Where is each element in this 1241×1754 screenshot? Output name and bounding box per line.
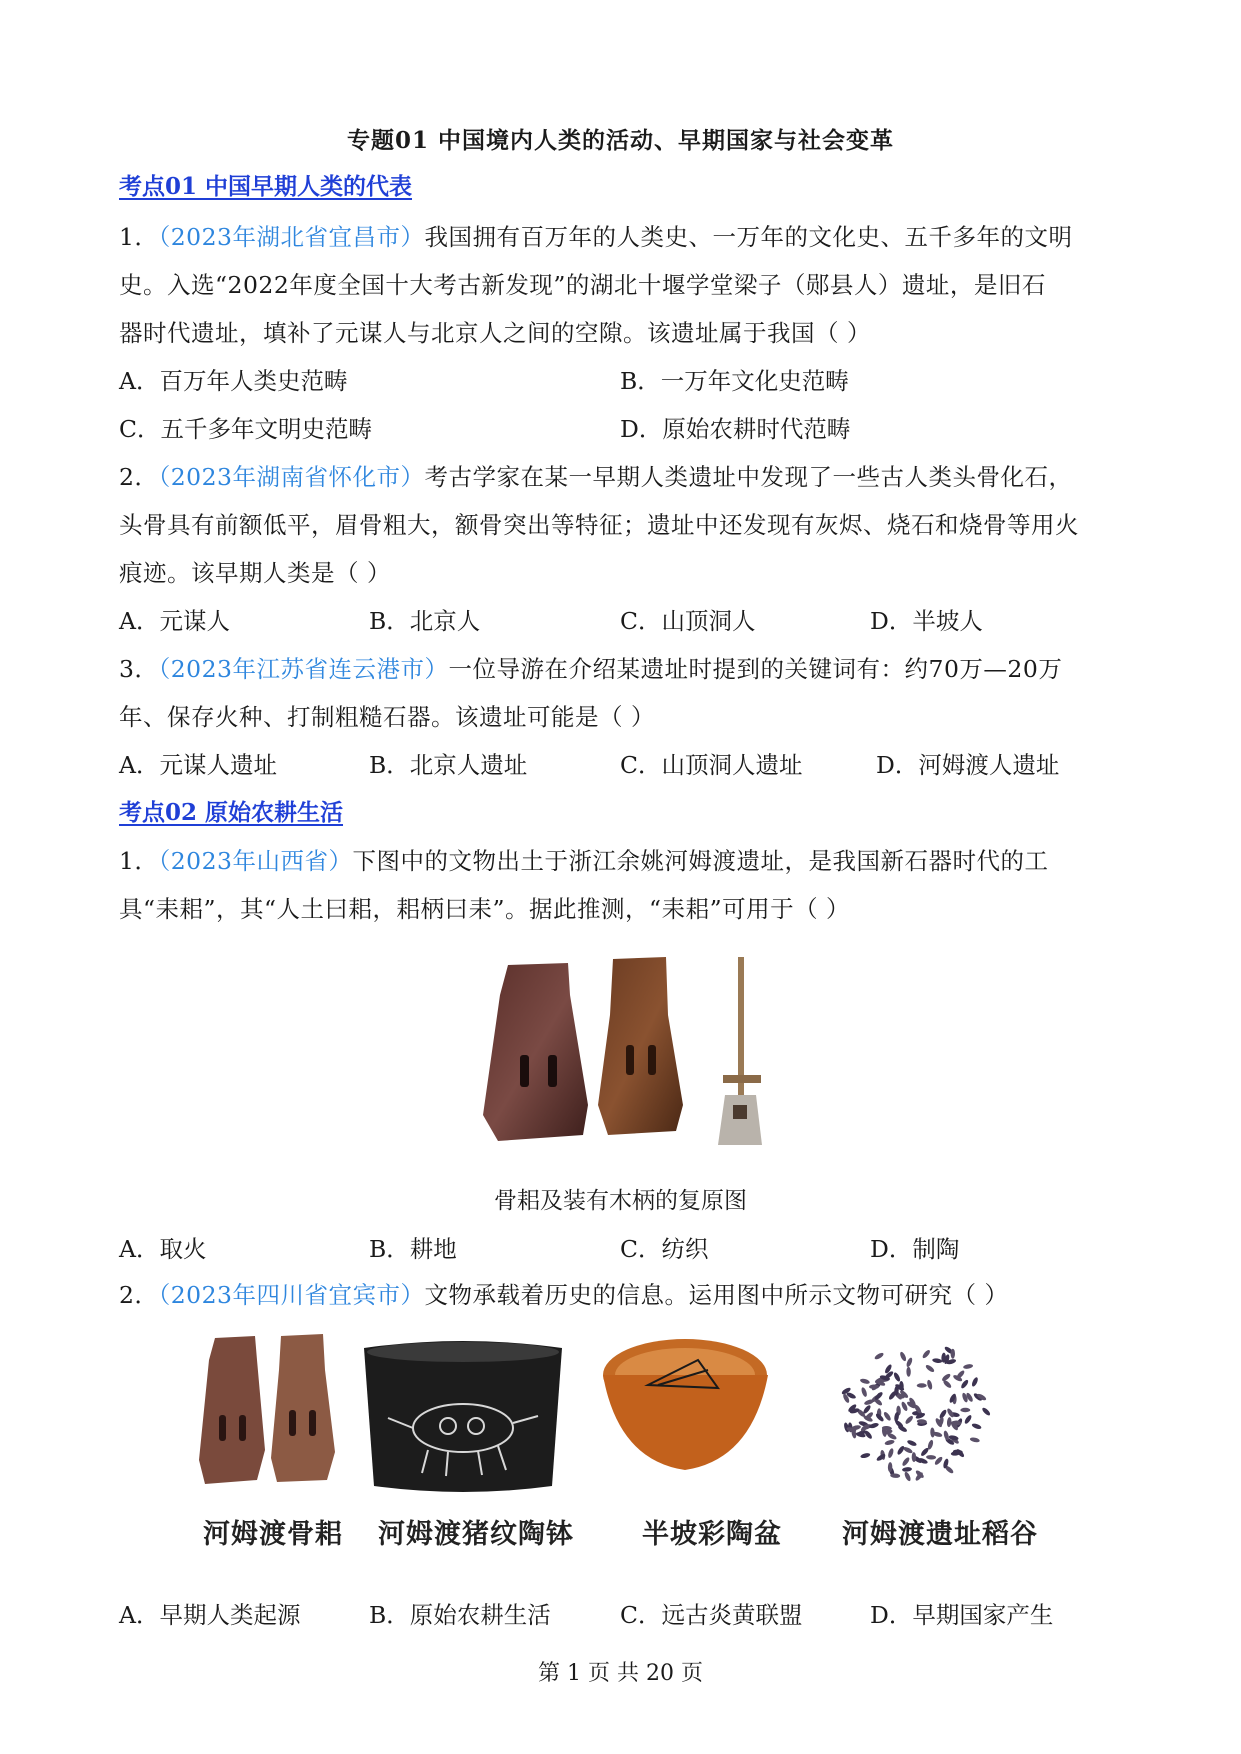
image-label-rice-grains: 河姆渡遗址稻谷 — [842, 1519, 1038, 1550]
option-a: A．元谋人遗址 — [119, 751, 277, 779]
rice-grain — [926, 1455, 936, 1460]
rice-grain — [860, 1387, 868, 1398]
option-c: C．山顶洞人 — [620, 607, 756, 635]
question-number: 2． — [119, 463, 159, 491]
question-number: 1． — [119, 847, 159, 875]
rice-grain — [971, 1376, 979, 1387]
rice-grain — [905, 1357, 913, 1368]
rice-grain — [896, 1445, 905, 1456]
option-d: D．河姆渡人遗址 — [876, 751, 1060, 779]
option-c: C．五千多年文明史范畴 — [119, 415, 372, 443]
page-footer: 第 1 页 共 20 页 — [538, 1661, 703, 1686]
rice-grain — [926, 1379, 933, 1390]
option-d: D．制陶 — [870, 1235, 960, 1263]
option-b: B．一万年文化史范畴 — [620, 367, 849, 395]
page-title: 专题01 中国境内人类的活动、早期国家与社会变革 — [346, 127, 894, 154]
question-1-1-line-3: 器时代遗址，填补了元谋人与北京人之间的空隙。该遗址属于我国（ ） — [119, 319, 871, 347]
question-source: （2023年江苏省连云港市） — [158, 655, 449, 683]
rice-grain — [921, 1349, 931, 1359]
option-a: A．取火 — [119, 1235, 207, 1263]
rice-grain — [963, 1363, 974, 1369]
rice-grain — [925, 1364, 936, 1374]
question-number: 3． — [119, 655, 159, 683]
question-1-2-line-1 — [119, 458, 1073, 492]
rice-grain — [899, 1351, 907, 1362]
rice-grain — [887, 1448, 894, 1459]
question-number: 2． — [119, 1281, 159, 1309]
option-b: B．原始农耕生活 — [369, 1601, 551, 1629]
image-label-painted-pottery: 半坡彩陶盆 — [642, 1519, 782, 1550]
option-d: D．原始农耕时代范畴 — [620, 415, 851, 443]
rice-grain — [903, 1446, 914, 1455]
rice-grain — [906, 1439, 917, 1447]
option-c: C．纺织 — [620, 1235, 709, 1263]
option-b: B．北京人遗址 — [369, 751, 528, 779]
section-heading-2[interactable]: 考点02 原始农耕生活 — [119, 799, 344, 826]
question-2-2-line-1 — [119, 1276, 1009, 1310]
rice-grain — [859, 1378, 870, 1385]
hemudu-pig-pottery-image — [358, 1338, 568, 1498]
section-heading-1[interactable]: 考点01 中国早期人类的代表 — [119, 173, 413, 200]
option-c: C．远古炎黄联盟 — [620, 1601, 803, 1629]
question-text: 下图中的文物出土于浙江余姚河姆渡遗址，是我国新石器时代的工 — [352, 847, 1049, 875]
question-number: 1． — [119, 223, 159, 251]
question-2-1-line-1 — [119, 842, 1049, 876]
question-source: （2023年四川省宜宾市） — [158, 1281, 425, 1309]
question-1-2-line-3: 痕迹。该早期人类是（ ） — [119, 559, 391, 587]
rice-grain — [901, 1456, 911, 1467]
question-source: （2023年湖北省宜昌市） — [158, 223, 425, 251]
rice-grain — [947, 1417, 952, 1427]
rice-grain — [868, 1422, 879, 1429]
rice-grain — [906, 1367, 911, 1377]
option-b: B．北京人 — [369, 607, 481, 635]
rice-grain — [893, 1372, 902, 1383]
question-text: 考古学家在某一早期人类遗址中发现了一些古人类头骨化石， — [424, 463, 1073, 491]
rice-grain — [932, 1358, 943, 1364]
option-a: A．早期人类起源 — [119, 1601, 301, 1629]
rice-grain — [874, 1352, 885, 1361]
question-1-3-line-1 — [119, 650, 1062, 684]
rice-grain — [884, 1439, 895, 1446]
question-2-1-line-2: 具“耒耜”，其“人土曰耜，耜柄曰耒”。据此推测，“耒耜”可用于（ ） — [119, 895, 851, 923]
option-a: A．百万年人类史范畴 — [119, 367, 348, 395]
banpo-painted-pottery-image — [598, 1330, 773, 1490]
rice-grain — [883, 1411, 892, 1422]
rice-grain — [903, 1471, 911, 1482]
rice-grain — [960, 1408, 970, 1412]
hemudu-bone-spade-image — [195, 1330, 345, 1490]
option-a: A．元谋人 — [119, 607, 230, 635]
question-source: （2023年湖南省怀化市） — [158, 463, 425, 491]
rice-grain — [930, 1427, 935, 1437]
rice-grain — [912, 1452, 917, 1462]
image-label-pig-pottery: 河姆渡猪纹陶钵 — [378, 1519, 574, 1550]
hemudu-rice-grains-image — [830, 1330, 1000, 1490]
rice-grain — [971, 1423, 982, 1431]
question-text: 文物承载着历史的信息。运用图中所示文物可研究（ ） — [424, 1281, 1009, 1309]
question-source: （2023年山西省） — [158, 847, 353, 875]
question-1-1-line-1 — [119, 218, 1073, 252]
question-1-1-line-2: 史。入选“2022年度全国十大考古新发现”的湖北十堰学堂梁子（郧县人）遗址，是旧石 — [119, 271, 1046, 299]
rice-grain — [951, 1349, 955, 1359]
question-1-3-line-2: 年、保存火种、打制粗糙石器。该遗址可能是（ ） — [119, 703, 655, 731]
bone-spade-figure — [478, 955, 778, 1155]
question-1-2-line-2: 头骨具有前额低平，眉骨粗大，额骨突出等特征；遗址中还发现有灰烬、烧石和烧骨等用火 — [119, 511, 1079, 539]
rice-grain — [981, 1407, 991, 1417]
figure-caption: 骨耜及装有木柄的复原图 — [494, 1188, 747, 1214]
rice-grain — [963, 1414, 972, 1425]
question-text: 我国拥有百万年的人类史、一万年的文化史、五千多年的文明 — [424, 223, 1073, 251]
rice-grain — [917, 1383, 927, 1387]
rice-grain — [860, 1452, 871, 1459]
rice-grain — [902, 1467, 912, 1472]
option-b: B．耕地 — [369, 1235, 457, 1263]
rice-grain — [904, 1415, 914, 1425]
image-label-bone-spade: 河姆渡骨耜 — [203, 1519, 343, 1550]
option-c: C．山顶洞人遗址 — [620, 751, 803, 779]
option-d: D．半坡人 — [870, 607, 983, 635]
rice-grain — [969, 1437, 980, 1443]
option-d: D．早期国家产生 — [870, 1601, 1054, 1629]
question-text: 一位导游在介绍某遗址时提到的关键词有：约70万—20万 — [448, 655, 1063, 683]
